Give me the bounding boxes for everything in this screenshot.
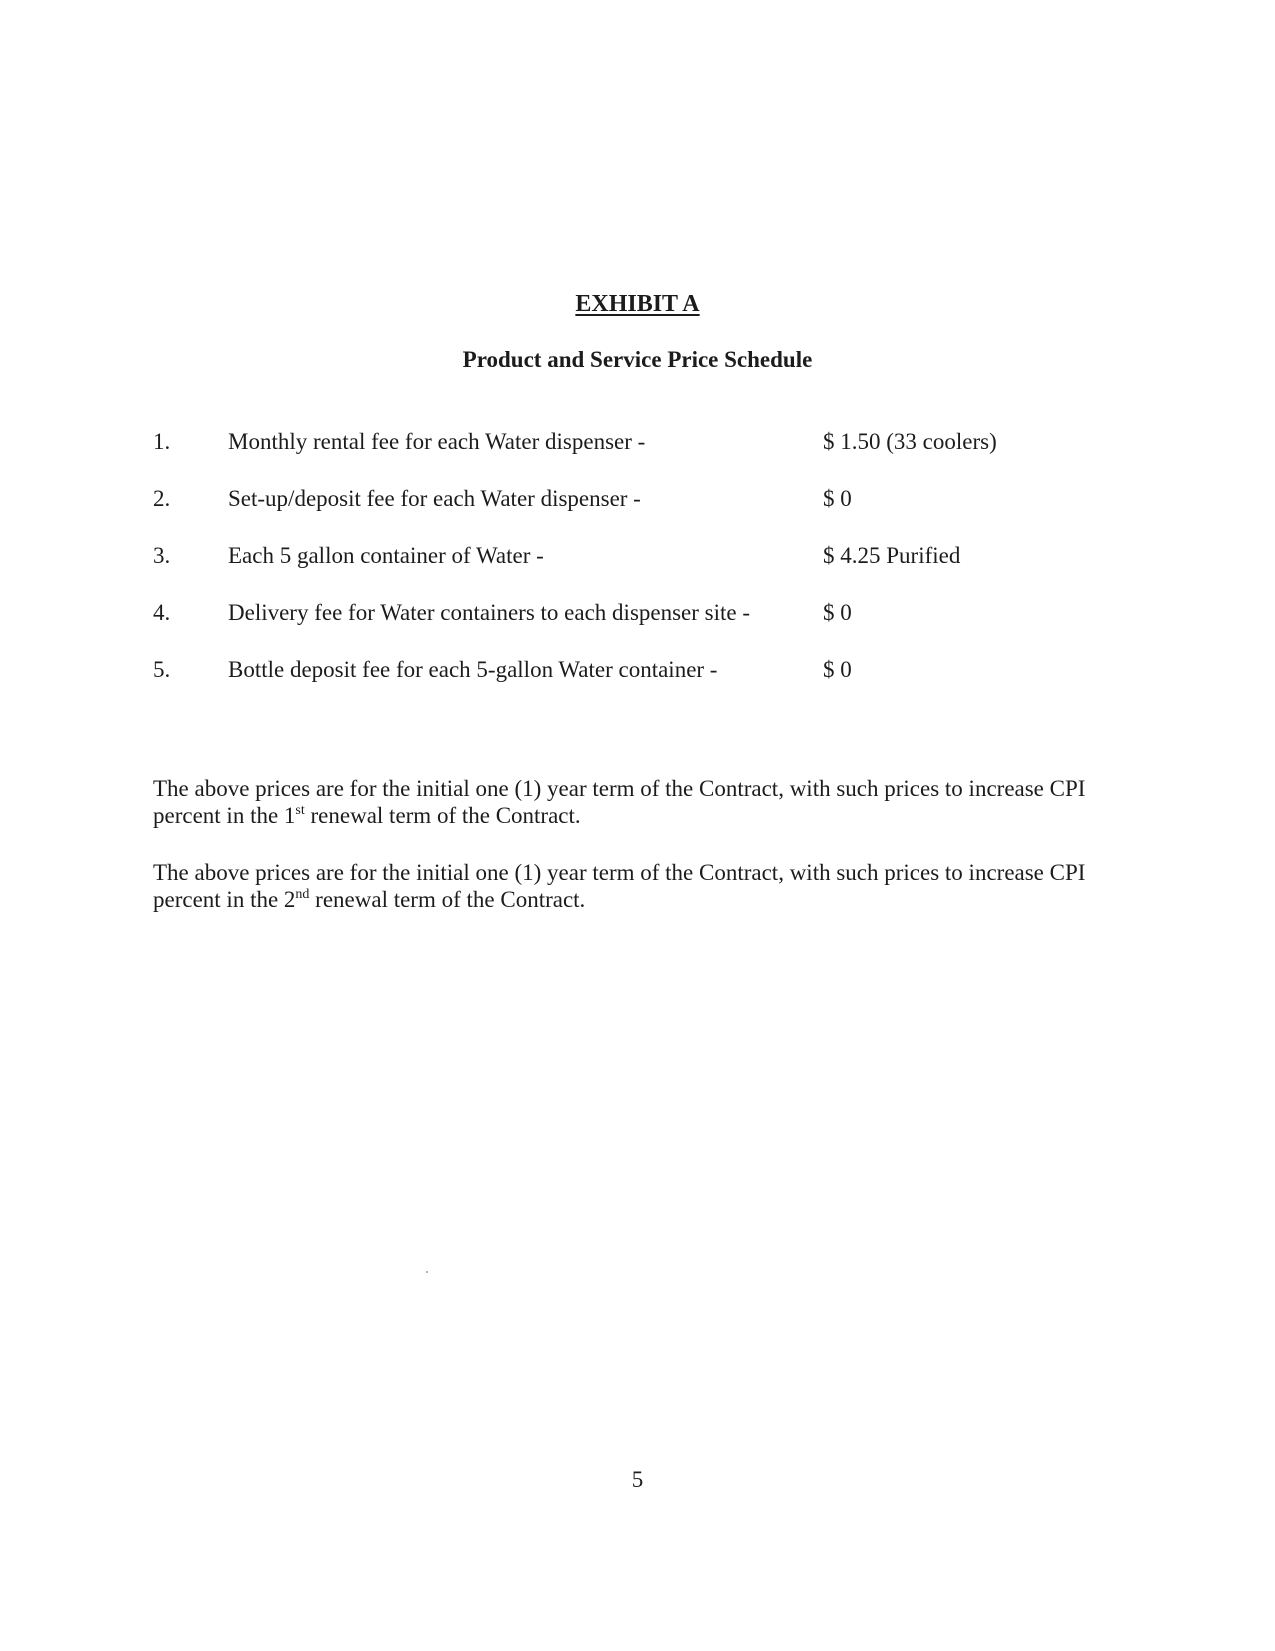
item-price: $ 0 — [823, 657, 852, 682]
item-description: Monthly rental fee for each Water dispenser - — [228, 429, 646, 454]
price-item — [153, 656, 1053, 713]
item-number: 5. — [153, 657, 171, 682]
item-description: Each 5 gallon container of Water - — [228, 543, 544, 568]
price-item — [153, 542, 1053, 599]
ordinal-suffix: nd — [295, 887, 310, 902]
paragraph-text: renewal term of the Contract. — [304, 803, 581, 828]
price-item — [153, 599, 1053, 656]
item-description: Delivery fee for Water containers to each dispenser site - — [228, 600, 751, 625]
exhibit-title: EXHIBIT A — [575, 291, 700, 317]
item-number: 3. — [153, 543, 171, 568]
paragraph-text: renewal term of the Contract. — [309, 887, 586, 912]
price-item — [153, 485, 1053, 542]
paragraph-text: The above prices are for the initial one (1) year term of the Contract, with such prices to increase CPI percent in the 1 — [153, 776, 1086, 828]
price-schedule-heading: Product and Service Price Schedule — [462, 347, 813, 372]
price-item — [153, 428, 1053, 485]
item-price: $ 0 — [823, 600, 852, 625]
item-number: 2. — [153, 486, 171, 511]
item-number: 4. — [153, 600, 171, 625]
item-price: $ 1.50 (33 coolers) — [823, 429, 997, 454]
item-description: Bottle deposit fee for each 5-gallon Water container - — [228, 657, 718, 682]
item-price: $ 4.25 Purified — [823, 543, 961, 568]
item-price: $ 0 — [823, 486, 852, 511]
renewal-paragraph-second — [153, 859, 1133, 913]
price-list — [153, 428, 1053, 713]
scan-speck — [426, 1271, 428, 1273]
ordinal-suffix: st — [295, 803, 305, 818]
paragraph-text: The above prices are for the initial one (1) year term of the Contract, with such prices to increase CPI percent in the 2 — [153, 860, 1086, 912]
renewal-paragraph-first — [153, 775, 1133, 829]
item-number: 1. — [153, 429, 171, 454]
item-description: Set-up/deposit fee for each Water dispenser - — [228, 486, 641, 511]
page-number: 5 — [631, 1467, 644, 1492]
